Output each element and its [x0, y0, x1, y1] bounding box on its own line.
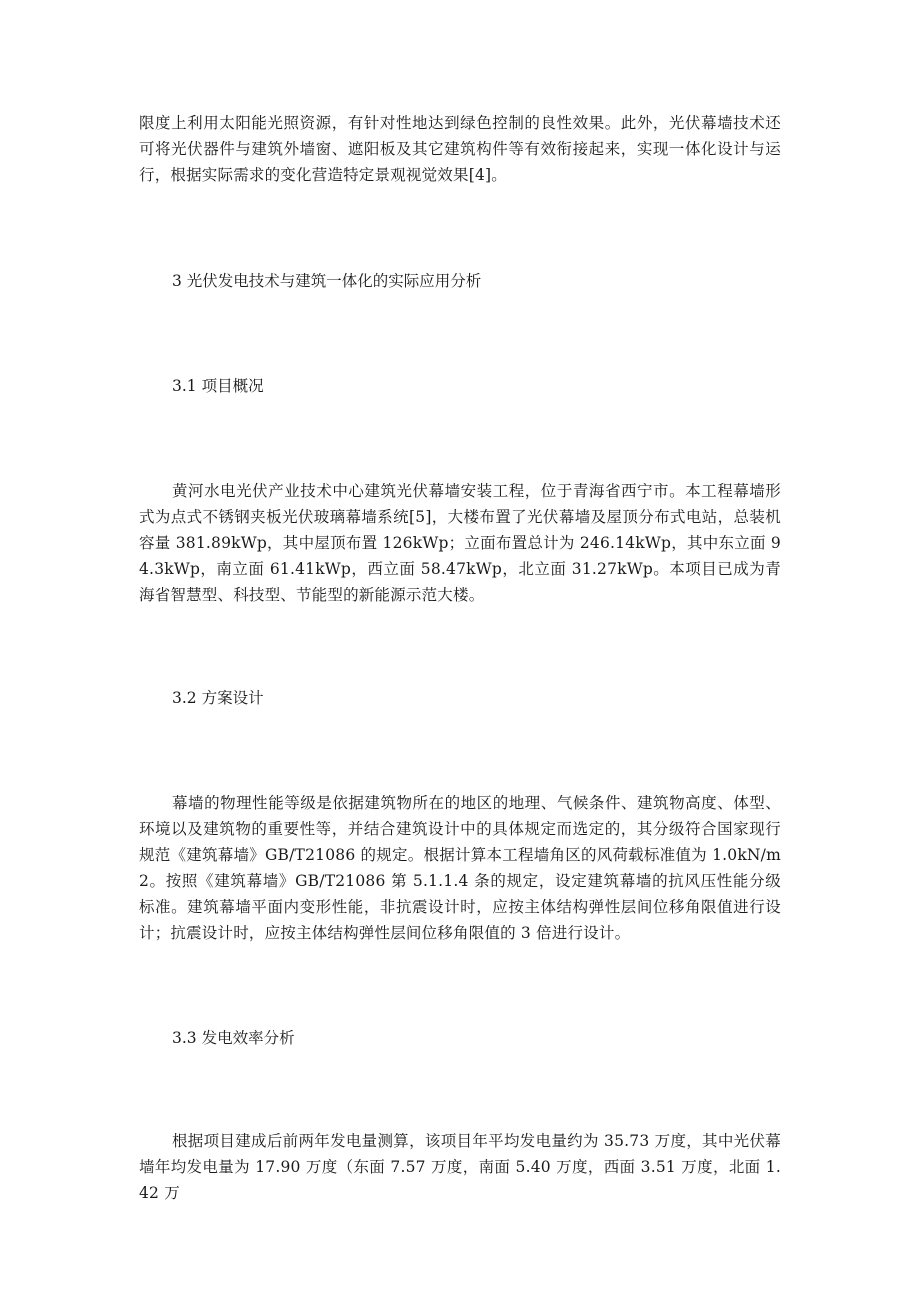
section-3-1-heading: 3.1 项目概况 [172, 377, 264, 395]
section-3-2-paragraph: 幕墙的物理性能等级是依据建筑物所在的地区的地理、气候条件、建筑物高度、体型、环境以及建筑物的重要性等，并结合建筑设计中的具体规定而选定的，其分级符合国家现行规范《建筑幕墙》GB/T21086 的规定。根据计算本工程墙角区的风荷载标准值为 1.0kN/m2。按照《建筑幕墙》GB/T21086 第 5.1.1.4 条的规定，设定建筑幕墙的抗风压性能分级标准。建筑幕墙平面内变形性能，非抗震设计时，应按主体结构弹性层间位移角限值进行设计；抗震设计时，应按主体结构弹性层间位移角限值的 3 倍进行设计。 [139, 794, 781, 942]
section-3-1-paragraph: 黄河水电光伏产业技术中心建筑光伏幕墙安装工程，位于青海省西宁市。本工程幕墙形式为点式不锈钢夹板光伏玻璃幕墙系统[5]，大楼布置了光伏幕墙及屋顶分布式电站，总装机容量 381.89kWp，其中屋顶布置 126kWp；立面布置总计为 246.14kWp，其中东立面 94.3kWp，南立面 61.41kWp，西立面 58.47kWp，北立面 31.27kWp。本项目已成为青海省智慧型、科技型、节能型的新能源示范大楼。 [139, 482, 781, 604]
section-3-3-paragraph: 根据项目建成后前两年发电量测算，该项目年平均发电量约为 35.73 万度，其中光伏幕墙年均发电量为 17.90 万度（东面 7.57 万度，南面 5.40 万度，西面 3.51 万度，北面 1.42 万 [139, 1132, 781, 1202]
section-3-3-heading: 3.3 发电效率分析 [172, 1029, 295, 1047]
section-3-heading: 3 光伏发电技术与建筑一体化的实际应用分析 [172, 272, 482, 290]
paragraph-intro: 限度上利用太阳能光照资源，有针对性地达到绿色控制的良性效果。此外，光伏幕墙技术还可将光伏器件与建筑外墙窗、遮阳板及其它建筑构件等有效衔接起来，实现一体化设计与运行，根据实际需求的变化营造特定景观视觉效果[4]。 [139, 114, 781, 184]
section-3-2-heading: 3.2 方案设计 [172, 689, 264, 707]
